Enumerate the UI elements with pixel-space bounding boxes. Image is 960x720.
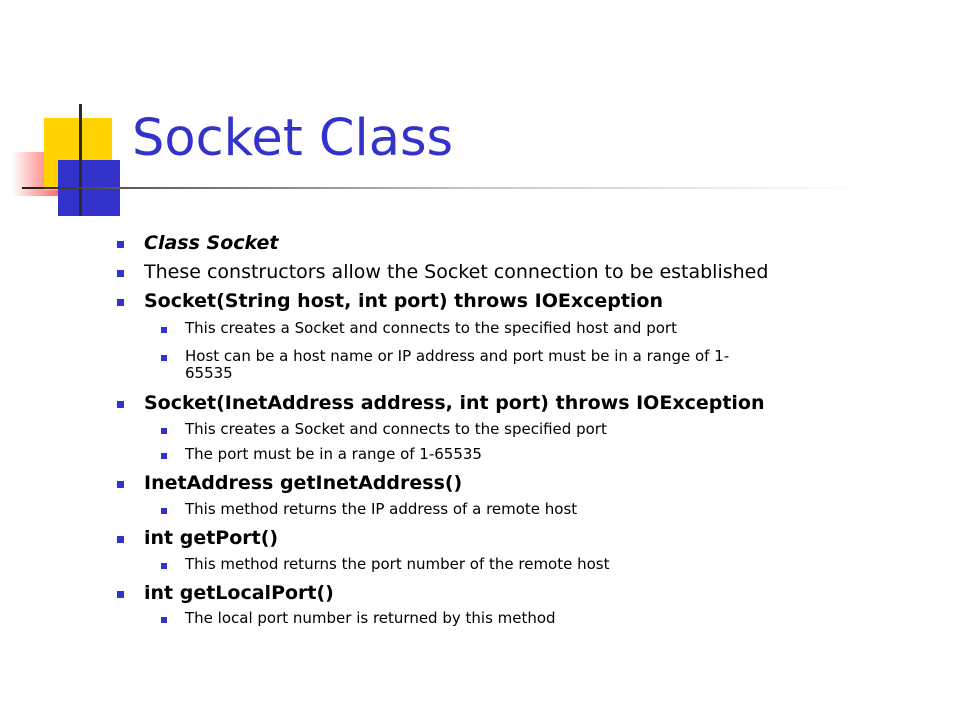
square-bullet-icon: [161, 355, 167, 361]
slide-title: Socket Class: [132, 109, 454, 168]
sub-bullet-text: The local port number is returned by this method: [185, 609, 556, 627]
sub-bullet-item: [185, 421, 607, 438]
sub-bullet-item: [185, 610, 556, 627]
bullet-item-socket-inetaddress-constructor: [144, 390, 765, 416]
bullet-item-class-socket: [144, 230, 278, 256]
sub-bullet-text: Host can be a host name or IP address and port must be in a range of 1-: [185, 347, 730, 365]
bullet-text: int getPort(): [144, 527, 279, 549]
sub-bullet-item: [185, 556, 610, 573]
square-bullet-icon: [161, 508, 167, 514]
square-bullet-icon: [161, 327, 167, 333]
sub-bullet-text: This creates a Socket and connects to the specified port: [185, 420, 607, 438]
sub-bullet-text: The port must be in a range of 1-65535: [185, 445, 482, 463]
square-bullet-icon: [117, 401, 124, 408]
sub-bullet-item: [185, 501, 577, 518]
sub-bullet-text: This creates a Socket and connects to the specified host and port: [185, 319, 677, 337]
logo-vertical-line: [79, 104, 82, 216]
bullet-text: int getLocalPort(): [144, 582, 334, 604]
bullet-text: These constructors allow the Socket connection to be established: [144, 261, 769, 283]
square-bullet-icon: [117, 536, 124, 543]
square-bullet-icon: [161, 428, 167, 434]
square-bullet-icon: [117, 241, 124, 248]
sub-bullet-item: [185, 446, 482, 463]
bullet-text: Socket(String host, int port) throws IOException: [144, 290, 664, 312]
sub-bullet-item: [185, 348, 729, 382]
square-bullet-icon: [161, 617, 167, 623]
bullet-item-socket-string-constructor: [144, 288, 663, 314]
square-bullet-icon: [117, 299, 124, 306]
bullet-item-getlocalport: [144, 580, 334, 606]
bullet-text: InetAddress getInetAddress(): [144, 472, 463, 494]
bullet-text: Socket(InetAddress address, int port) throws IOException: [144, 392, 765, 414]
title-underline: [22, 187, 864, 189]
square-bullet-icon: [117, 270, 124, 277]
sub-bullet-text-continued: 65535: [185, 364, 233, 382]
bullet-item-constructors-intro: [144, 259, 768, 285]
bullet-item-getinetaddress: [144, 470, 462, 496]
bullet-item-getport: [144, 525, 278, 551]
sub-bullet-text: This method returns the IP address of a remote host: [185, 500, 578, 518]
bullet-text: Class Socket: [144, 232, 279, 254]
square-bullet-icon: [161, 563, 167, 569]
square-bullet-icon: [117, 481, 124, 488]
sub-bullet-text: This method returns the port number of the remote host: [185, 555, 610, 573]
sub-bullet-item: [185, 320, 677, 337]
square-bullet-icon: [117, 591, 124, 598]
square-bullet-icon: [161, 453, 167, 459]
